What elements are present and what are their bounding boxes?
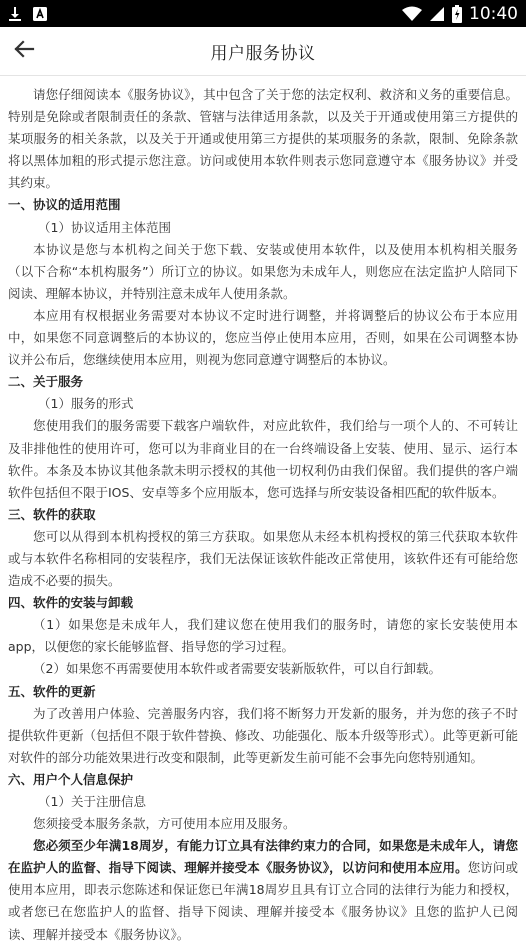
section-heading-update: 五、软件的更新 bbox=[8, 683, 96, 699]
subheading-service-form: （1）服务的形式 bbox=[38, 396, 134, 412]
arrow-left-icon bbox=[13, 40, 35, 62]
page-title: 用户服务协议 bbox=[210, 43, 316, 64]
section-heading-acquisition: 三、软件的获取 bbox=[8, 506, 96, 522]
install-paragraph-2: （2）如果您不再需要使用本软件或者需要安装新版软件，可以自行卸载。 bbox=[33, 661, 441, 677]
download-icon bbox=[8, 6, 22, 22]
text-notification-icon bbox=[32, 6, 48, 22]
header-divider bbox=[0, 75, 526, 76]
privacy-paragraph-2 bbox=[8, 835, 518, 942]
wifi-icon bbox=[402, 6, 422, 22]
status-left bbox=[8, 6, 48, 22]
acquisition-paragraph-1: 您可以从得到本机构授权的第三方获取。如果您从未经本机构授权的第三代获取本软件或与本软件名称相同的安装程序，我们无法保证该软件能改正常使用，该软件还有可能给您造成不必要的损失。 bbox=[8, 528, 518, 589]
subheading-scope-subject: （1）协议适用主体范围 bbox=[38, 219, 171, 235]
scope-paragraph-2: 本应用有权根据业务需要对本协议不定时进行调整，并将调整后的协议公布于本应用中，如果您不同意调整后的本协议的，您应当停止使用本应用，否则，如果在公司调整本协议并公布后，您继续使用本应用，则视为您同意遵守调整后的本协议。 bbox=[8, 307, 518, 368]
signal-icon bbox=[429, 6, 445, 22]
service-paragraph-1: 您使用我们的服务需要下载客户端软件，对应此软件，我们给与一项个人的、不可转让及非排他性的使用许可，您可以为非商业目的在一台终端设备上安装、使用、显示、运行本软件。本条及本协议其他条款未明示授权的其他一切权利仍由我们保留。我们提供的客户端软件包括但不限于IOS、安卓等多个应用版本，您可选择与所安装设备相匹配的软件版本。 bbox=[8, 418, 518, 500]
app-bar bbox=[0, 27, 526, 75]
battery-icon bbox=[452, 5, 462, 23]
back-button[interactable] bbox=[8, 35, 40, 67]
privacy-paragraph-1: 您须接受本服务条款，方可使用本应用及服务。 bbox=[33, 816, 296, 832]
privacy-bold-text: 您必须至少年满18周岁，有能力订立具有法律约束力的合同，如果您是未成年人，请您在监护人的监督、指导下阅读、理解并接受本《服务协议》，以访问和使用本应用。 bbox=[8, 838, 518, 876]
status-time: 10:40 bbox=[469, 3, 518, 24]
privacy-regular-text: 您访问或使用本应用，即表示您陈述和保证您已年满18周岁且具有订立合同的法律行为能力和授权，或者您已在您监护人的监督、指导下阅读、理解并接受本《服务协议》且您的监护人已阅读、理解并接受本《服务协议》。 bbox=[8, 860, 518, 942]
subheading-registration: （1）关于注册信息 bbox=[38, 794, 146, 809]
update-paragraph-1: 为了改善用户体验、完善服务内容，我们将不断努力开发新的服务，并为您的孩子不时提供软件更新（包括但不限于软件替换、修改、功能强化、版本升级等形式）。此等更新可能对软件的部分功能效果进行改变和限制，此等更新发生前可能不会事先向您特别通知。 bbox=[8, 705, 518, 765]
agreement-content[interactable] bbox=[8, 84, 518, 942]
scope-paragraph-1: 本协议是您与本机构之间关于您下载、安装或使用本软件，以及使用本机构相关服务（以下合称“本机构服务”）所订立的协议。如果您为未成年人，则您应在法定监护人陪同下阅读、理解本协议，并特别注意未成年人使用条款。 bbox=[8, 241, 518, 301]
install-paragraph-1: （1）如果您是未成年人，我们建议您在使用我们的服务时，请您的家长安装使用本app，以便您的家长能够监督、指导您的学习过程。 bbox=[8, 617, 518, 655]
section-heading-service: 二、关于服务 bbox=[8, 374, 84, 390]
status-right bbox=[402, 4, 518, 24]
status-bar bbox=[0, 0, 526, 27]
section-heading-install: 四、软件的安装与卸载 bbox=[8, 595, 134, 611]
intro-paragraph: 请您仔细阅读本《服务协议》，其中包含了关于您的法定权利、救济和义务的重要信息。特别是免除或者限制责任的条款、管辖与法律适用条款，以及关于开通或使用第三方提供的某项服务的相关条款，以及关于开通或使用第三方提供的某项服务的条款，限制、免除条款将以黑体加粗的形式提示您注意。访问或使用本软件则表示您同意遵守本《服务协议》并受其约束。 bbox=[8, 87, 518, 191]
section-heading-privacy: 六、用户个人信息保护 bbox=[8, 771, 134, 787]
section-heading-scope: 一、协议的适用范围 bbox=[8, 197, 121, 213]
